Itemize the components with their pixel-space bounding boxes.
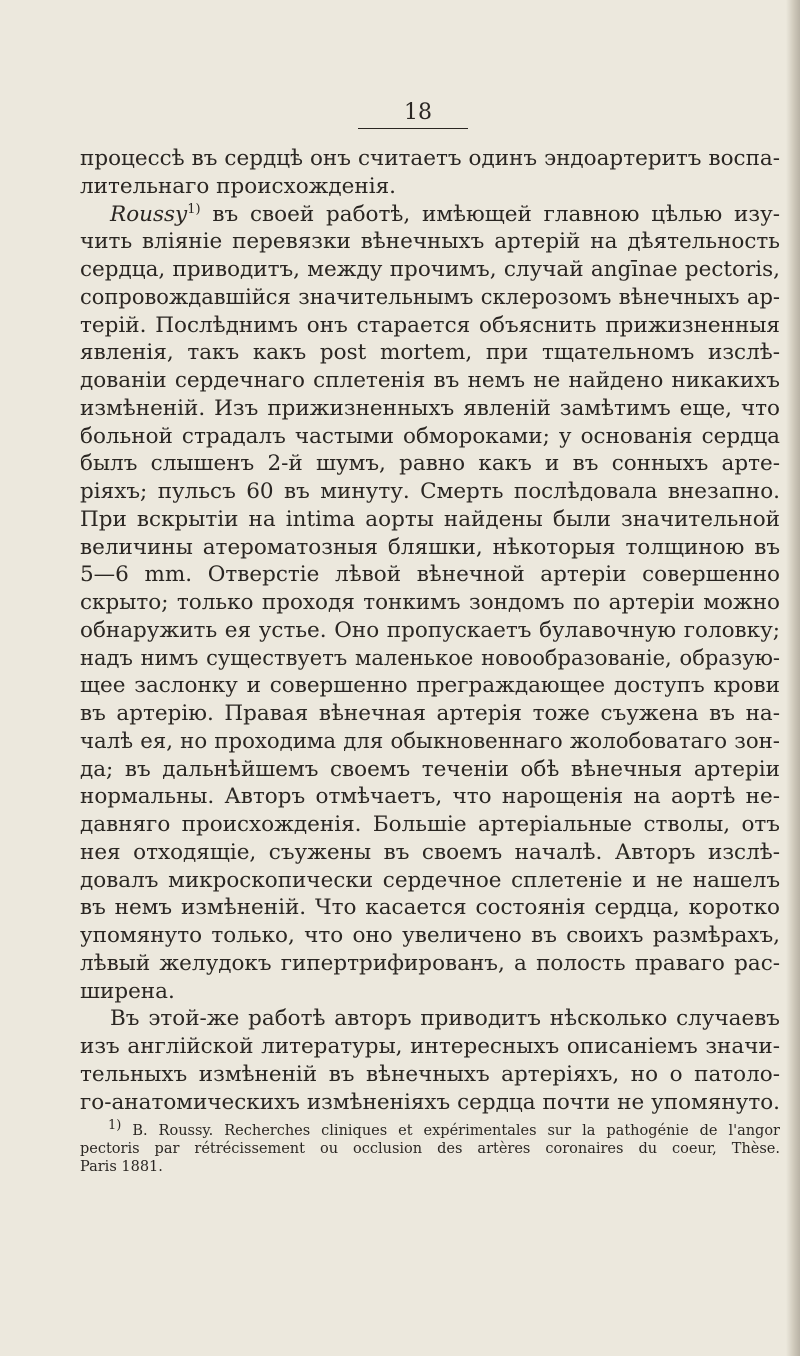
text-line: надъ нимъ существуетъ маленькое новообразованіе, образую- — [80, 645, 780, 670]
text-line: ширена. — [80, 978, 175, 1004]
text-line: въ немъ измѣненій. Что касается состоянія сердца, коротко — [80, 895, 780, 921]
text-line: упомянуто только, что оно увеличено въ своихъ размѣрахъ, — [80, 923, 780, 948]
text-line: былъ слышенъ 2-й шумъ, равно какъ и въ сонныхъ арте- — [80, 451, 780, 477]
text-line: довалъ микроскопически сердечное сплетеніе и не нашелъ — [80, 867, 780, 893]
footnotes — [80, 1118, 780, 1176]
body-text — [80, 145, 780, 1116]
text-line: При вскрытіи на intima аорты найдены были значительной — [80, 506, 780, 532]
text-line: измѣненій. Изъ прижизненныхъ явленій замѣтимъ еще, что — [80, 395, 780, 421]
footnote-line: pectoris par rétrécissement ou occlusion des artères coronaires du coeur, Thèse. — [80, 1141, 780, 1157]
text-line: терій. Послѣднимъ онъ старается объяснить прижизненныя — [80, 312, 780, 338]
text-line: процессѣ въ сердцѣ онъ считаетъ одинъ эндоартеритъ воспа- — [80, 146, 780, 171]
text-line: сердца, приводитъ, между прочимъ, случай angīnae pectoris, — [80, 257, 780, 282]
footnote-marker: 1) — [187, 201, 201, 217]
text-line: Въ этой-же работѣ авторъ приводитъ нѣсколько случаевъ — [110, 1006, 780, 1032]
text-line-content: въ своей работѣ, имѣющей главною цѣлью изу- — [212, 201, 780, 227]
text-line: давняго происхожденія. Большіе артеріальные стволы, отъ — [80, 812, 780, 837]
text-line: въ артерію. Правая вѣнечная артерія тоже съужена въ на- — [80, 701, 780, 726]
footnote-line — [80, 1118, 780, 1140]
text-line: да; въ дальнѣйшемъ своемъ теченіи обѣ вѣнечныя артеріи — [80, 756, 780, 782]
footnote-line: Paris 1881. — [80, 1159, 163, 1175]
text-line: дованіи сердечнаго сплетенія въ немъ не найдено никакихъ — [80, 368, 780, 393]
text-line: скрыто; только проходя тонкимъ зондомъ по артеріи можно — [80, 590, 780, 615]
text-line: го-анатомическихъ измѣненіяхъ сердца почти не упомянуто. — [80, 1089, 780, 1115]
author-name: Roussy — [110, 201, 188, 227]
text-line: больной страдалъ частыми обмороками; у основанія сердца — [80, 423, 780, 449]
text-line: тельныхъ измѣненій въ вѣнечныхъ артеріяхъ, но о патоло- — [80, 1061, 780, 1087]
text-line: лительнаго происхожденія. — [80, 173, 396, 199]
page-number: 18 — [404, 100, 432, 125]
text-line: 5—6 mm. Отверстіе лѣвой вѣнечной артеріи совершенно — [80, 562, 780, 588]
text-line: сопровождавшійся значительнымъ склерозомъ вѣнечныхъ ар- — [80, 284, 780, 309]
text-line: чить вліяніе перевязки вѣнечныхъ артерій на дѣятельность — [80, 229, 780, 255]
text-line — [80, 201, 780, 229]
text-line: ріяхъ; пульсъ 60 въ минуту. Смерть послѣдовала внезапно. — [80, 479, 780, 504]
header-rule — [358, 128, 468, 129]
text-line: изъ англійской литературы, интересныхъ описаніемъ значи- — [80, 1034, 780, 1059]
text-line: обнаружить ея устье. Оно пропускаетъ булавочную головку; — [80, 617, 780, 643]
text-line: лѣвый желудокъ гипертрифированъ, а полость праваго рас- — [80, 950, 780, 976]
text-line: чалѣ ея, но проходима для обыкновеннаго жолобоватаго зон- — [80, 728, 780, 754]
text-line: нормальны. Авторъ отмѣчаетъ, что нарощенія на аортѣ не- — [80, 784, 780, 810]
text-line: нея отходящіе, съужены въ своемъ началѣ. Авторъ изслѣ- — [80, 839, 780, 865]
text-line: явленія, такъ какъ post mortem, при тщательномъ изслѣ- — [80, 340, 780, 366]
text-line: величины атероматозныя бляшки, нѣкоторыя толщиною въ — [80, 534, 780, 560]
scan-edge-shadow — [786, 0, 800, 1356]
footnote-marker: 1) — [108, 1118, 122, 1134]
text-line: щее заслонку и совершенно преграждающее доступъ крови — [80, 673, 780, 699]
footnote-text: B. Roussy. Recherches cliniques et expérimentales sur la pathogénie de l'angor — [132, 1123, 780, 1139]
